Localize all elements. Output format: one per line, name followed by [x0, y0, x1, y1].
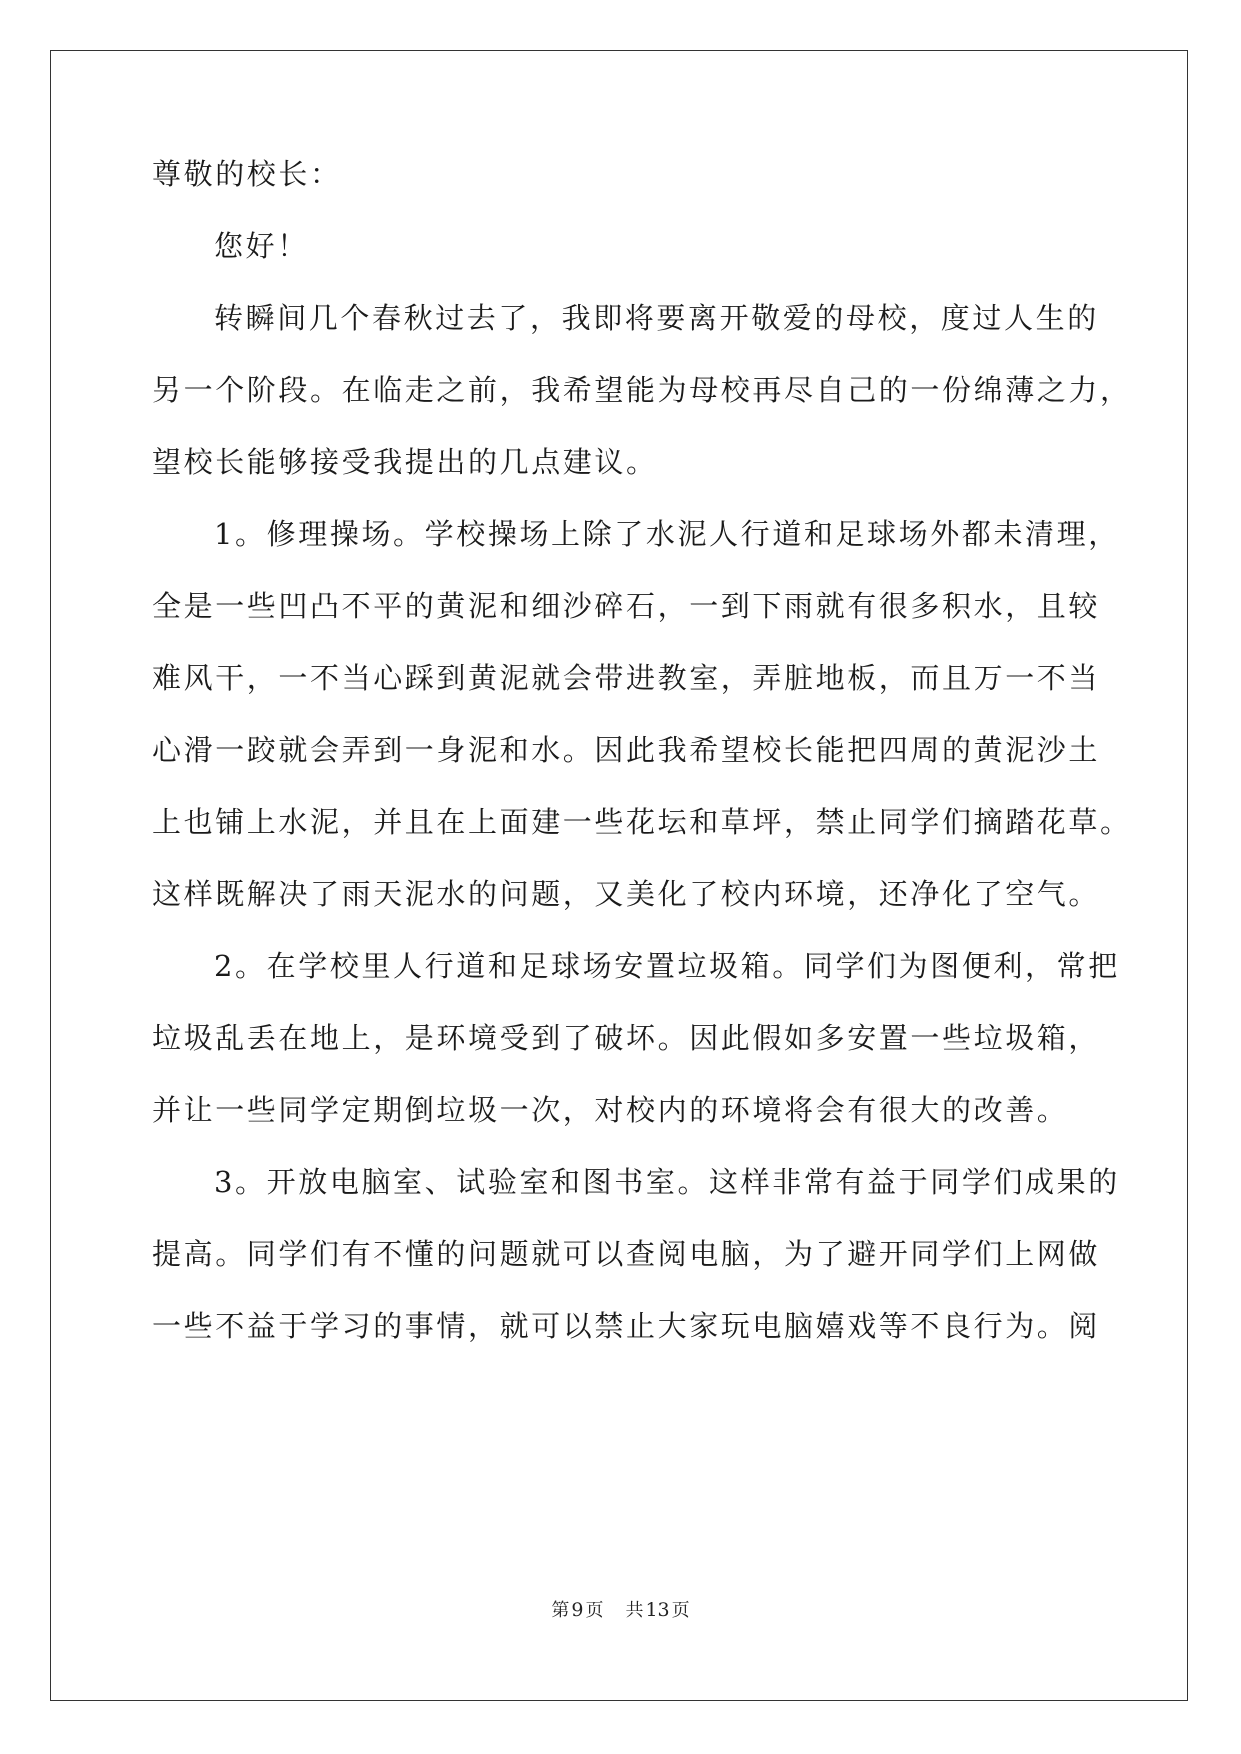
- paragraph-line: 心滑一跤就会弄到一身泥和水。因此我希望校长能把四周的黄泥沙土: [152, 733, 1101, 767]
- page-number: 9: [571, 1599, 584, 1621]
- total-prefix: 共: [625, 1600, 644, 1621]
- paragraph-line: 一些不益于学习的事情，就可以禁止大家玩电脑嬉戏等不良行为。阅: [152, 1309, 1101, 1343]
- page-suffix: 页: [585, 1600, 604, 1621]
- salutation: 尊敬的校长：: [152, 157, 342, 191]
- paragraph-line: 并让一些同学定期倒垃圾一次，对校内的环境将会有很大的改善。: [152, 1093, 1069, 1127]
- total-pages: 13: [645, 1599, 670, 1621]
- page-footer: [0, 1598, 1241, 1623]
- paragraph-line: 3。开放电脑室、试验室和图书室。这样非常有益于同学们成果的: [214, 1165, 1120, 1199]
- paragraph-line: 垃圾乱丢在地上，是环境受到了破坏。因此假如多安置一些垃圾箱，: [152, 1021, 1101, 1055]
- paragraph-line: 全是一些凹凸不平的黄泥和细沙碎石，一到下雨就有很多积水，且较: [152, 589, 1101, 623]
- paragraph-line: 望校长能够接受我提出的几点建议。: [152, 445, 658, 479]
- paragraph-line: 这样既解决了雨天泥水的问题，又美化了校内环境，还净化了空气。: [152, 877, 1101, 911]
- page-prefix: 第: [551, 1600, 570, 1621]
- paragraph-line: 上也铺上水泥，并且在上面建一些花坛和草坪，禁止同学们摘踏花草。: [152, 805, 1132, 839]
- paragraph-line: 另一个阶段。在临走之前，我希望能为母校再尽自己的一份绵薄之力，: [152, 373, 1132, 407]
- paragraph-line: 1。修理操场。学校操场上除了水泥人行道和足球场外都未清理，: [214, 517, 1120, 551]
- greeting: 您好！: [214, 229, 309, 263]
- paragraph-line: 2。在学校里人行道和足球场安置垃圾箱。同学们为图便利，常把: [214, 949, 1120, 983]
- total-suffix: 页: [671, 1600, 690, 1621]
- paragraph-line: 难风干，一不当心踩到黄泥就会带进教室，弄脏地板，而且万一不当: [152, 661, 1101, 695]
- paragraph-line: 提高。同学们有不懂的问题就可以查阅电脑，为了避开同学们上网做: [152, 1237, 1101, 1271]
- paragraph-line: 转瞬间几个春秋过去了，我即将要离开敬爱的母校，度过人生的: [214, 301, 1099, 335]
